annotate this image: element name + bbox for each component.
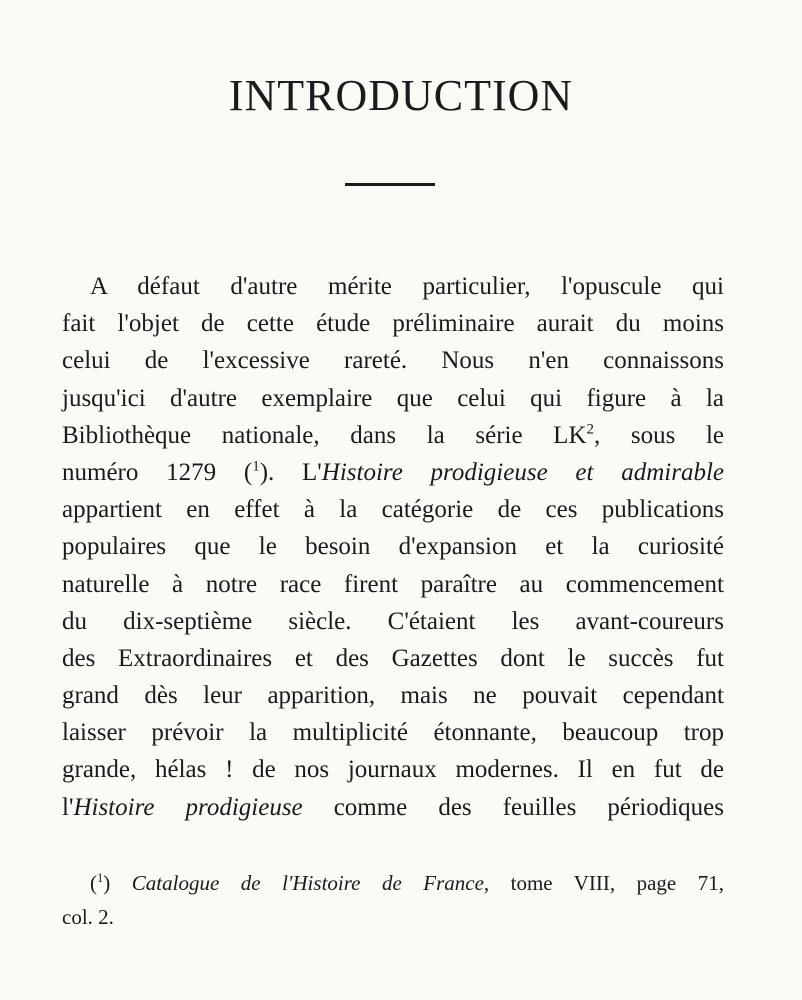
footnote-marker: 2 [586, 421, 595, 438]
text-line [62, 491, 724, 528]
italic-title: Histoire prodigieuse et admirable [321, 458, 724, 486]
text-run: , sous le [594, 421, 725, 449]
text-run: ). L' [259, 458, 322, 486]
text-line [62, 751, 724, 788]
page-title: INTRODUCTION [228, 71, 574, 120]
text-run: Bibliothèque nationale, dans la série LK [62, 421, 587, 449]
text-line [62, 305, 724, 342]
text-run: grande, hélas ! de nos journaux modernes. Il en fut de [62, 756, 724, 784]
text-run: grand dès leur apparition, mais ne pouvait cependant [62, 682, 724, 710]
text-line [62, 342, 724, 379]
text-run: l' [62, 793, 74, 821]
text-run: ( [90, 871, 97, 895]
text-line [62, 714, 724, 751]
text-run: , tome VIII, page 71, [483, 871, 724, 895]
text-line [62, 417, 724, 454]
body-paragraph [62, 268, 724, 826]
italic-title: Histoire prodigieuse [73, 793, 303, 821]
text-line [62, 603, 724, 640]
text-line [62, 454, 724, 491]
text-run: fait l'objet de cette étude préliminaire aurait du moins [62, 310, 724, 338]
text-run: col. 2. [62, 905, 114, 929]
text-line [62, 566, 724, 603]
text-run: du dix-septième siècle. C'étaient les avant-coureurs [62, 607, 724, 635]
footnote-marker: 1 [252, 458, 260, 475]
title-divider [345, 183, 435, 186]
text-run: A défaut d'autre mérite particulier, l'opuscule qui [90, 273, 724, 300]
text-line [62, 789, 724, 826]
text-run: comme des feuilles périodiques [302, 793, 724, 821]
footnote-marker: 1 [97, 871, 104, 885]
text-run: laisser prévoir la multiplicité étonnante, beaucoup trop [62, 719, 724, 747]
text-run: ) [103, 871, 132, 895]
text-line [62, 380, 724, 417]
text-line [62, 268, 724, 305]
text-run: celui de l'excessive rareté. Nous n'en connaissons [62, 347, 724, 375]
footnote [62, 866, 724, 934]
text-run: numéro 1279 ( [62, 458, 253, 486]
text-run: naturelle à notre race firent paraître au commencement [62, 570, 724, 598]
text-run: populaires que le besoin d'expansion et la curiosité [62, 533, 724, 561]
text-line [62, 528, 724, 565]
italic-title: Catalogue de l'Histoire de France [131, 871, 484, 895]
text-line [62, 640, 724, 677]
footnote-line [62, 866, 724, 900]
text-line [62, 677, 724, 714]
text-run: des Extraordinaires et des Gazettes dont le succès fut [62, 644, 724, 672]
text-run: appartient en effet à la catégorie de ces publications [62, 496, 724, 524]
footnote-line [62, 900, 724, 934]
text-run: jusqu'ici d'autre exemplaire que celui qui figure à la [62, 384, 724, 412]
